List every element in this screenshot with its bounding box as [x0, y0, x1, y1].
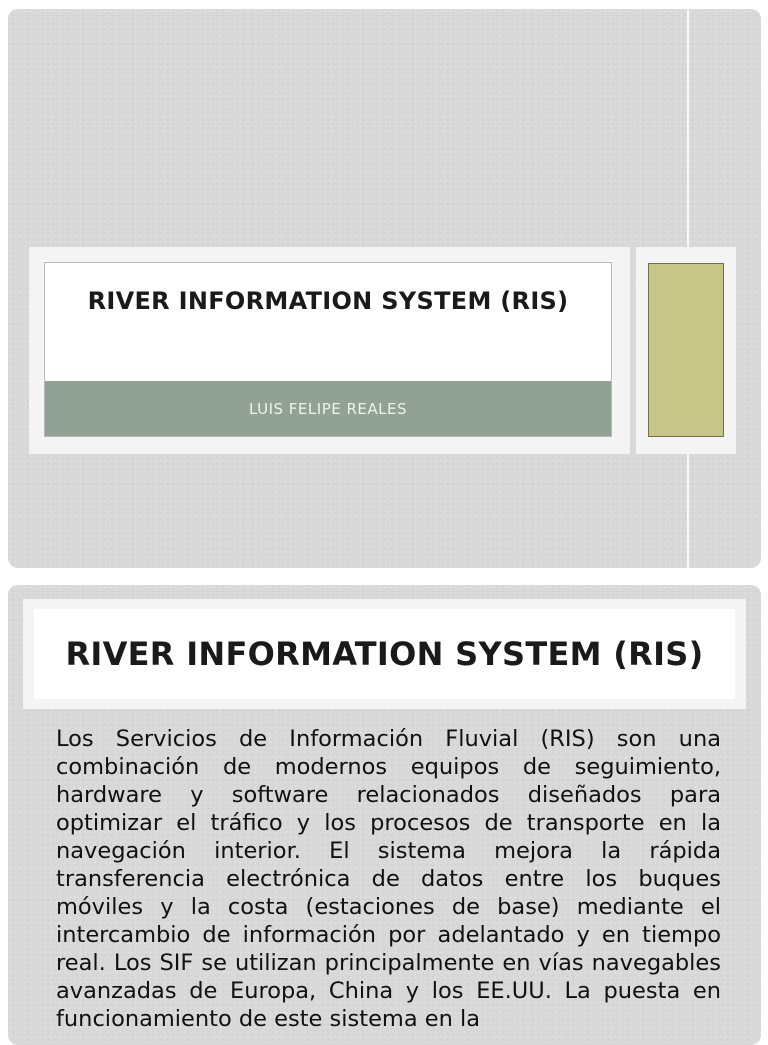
- author-subtitle: LUIS FELIPE REALES: [249, 399, 407, 418]
- subtitle-band: [45, 381, 611, 436]
- slide-title: RIVER INFORMATION SYSTEM (RIS): [87, 287, 569, 315]
- body-paragraph: Los Servicios de Información Fluvial (RIS) son una combinación de modernos equipos de seguimiento, hardware y software relacionados diseñados para optimizar el tráfico y los procesos de transporte en la navegación interior. El sistema mejora la rápida transferencia electrónica de datos entre los buques móviles y la costa (estaciones de base) mediante el intercambio de información por adelantado y en tiempo real. Los SIF se utilizan principalmente en vías navegables avanzadas de Europa, China y los EE.UU. La puesta en funcionamiento de este sistema en la: [56, 726, 721, 1032]
- accent-panel: [636, 247, 736, 454]
- content-slide: [8, 585, 761, 1045]
- title-box: [44, 262, 612, 437]
- heading-box: [34, 609, 735, 699]
- title-panel: [29, 247, 630, 454]
- slide-heading: RIVER INFORMATION SYSTEM (RIS): [65, 635, 704, 673]
- heading-panel: [23, 599, 746, 709]
- accent-block: [648, 263, 724, 437]
- title-slide: [8, 9, 761, 568]
